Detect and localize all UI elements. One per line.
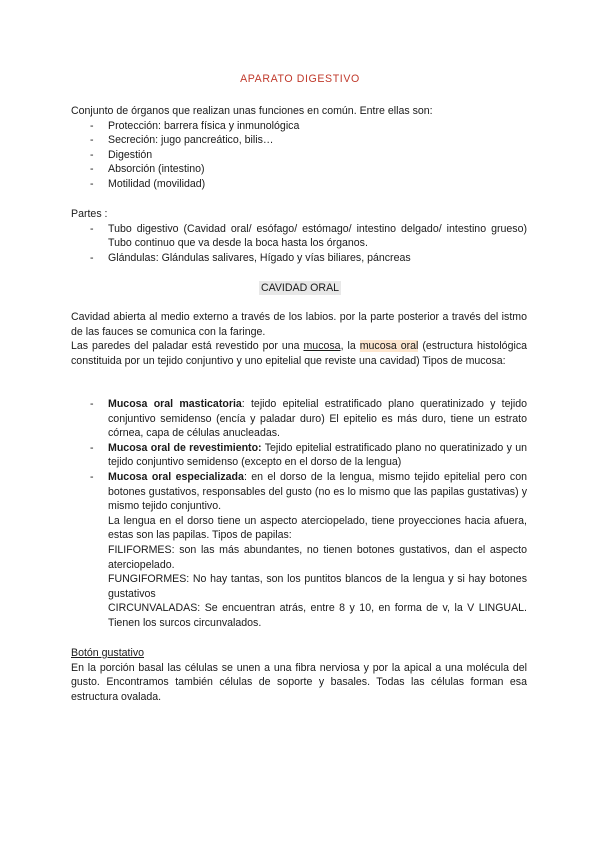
list-item: - Motilidad (movilidad) [71,177,527,192]
mucosa-types-list [71,397,527,514]
intro-section [71,104,527,192]
mucosa-term: mucosa [303,340,341,353]
papila-item: CIRCUNVALADAS: Se encuentran atrás, entre 8 y 10, en forma de v, la V LINGUAL. Tienen los surcos circunvalados. [108,602,527,629]
list-item: - Digestión [71,148,527,163]
parts-label: Partes : [71,208,108,220]
cavity-paragraph-1: Cavidad abierta al medio externo a través de los labios. por la parte posterior a través del istmo de las fauces se comunica con la faringe. [71,311,527,338]
tongue-block [71,514,527,631]
intro-text: Conjunto de órganos que realizan unas funciones en común. Entre ellas son: [71,105,433,117]
tongue-paragraph: La lengua en el dorso tiene un aspecto aterciopelado, tiene proyecciones hacia afuera, estas son las papilas. Tipos de papilas: [108,514,527,542]
mucosa-oral-highlight: mucosa oral [359,340,419,353]
papila-item: FUNGIFORMES: No hay tantas, son los puntitos blancos de la lengua y si hay botones gustativos [108,573,527,600]
list-item: - Tubo digestivo (Cavidad oral/ esófago/ estómago/ intestino delgado/ intestino grueso) Tubo continuo que va desde la boca hasta los órganos. [71,222,527,251]
list-item: - Absorción (intestino) [71,162,527,177]
list-item: - Mucosa oral masticatoria: tejido epitelial estratificado plano queratinizado y tejido conjuntivo semidenso (encía y paladar duro) El epitelio es más duro, tiene un estrato córnea, capa de células anucleadas. [71,397,527,441]
boton-text: En la porción basal las células se unen a una fibra nerviosa y por la apical a una molécula del gusto. Encontramos también células de soporte y basales. Todas las células forman esa estructura ovalada. [71,661,527,703]
boton-section [71,646,527,704]
mucosa-types-section [71,397,527,631]
boton-heading: Botón gustativo [71,647,145,659]
cavity-paragraph-2: Las paredes del paladar está revestido por una mucosa, la mucosa oral (estructura histológica constituida por un tejido conjuntivo y uno epitelial que reviste una cavidad) Tipos de mucosa: [71,340,528,367]
parts-list [71,222,527,266]
section-heading-cavidad-oral [0,281,600,296]
list-item: - Mucosa oral de revestimiento: Tejido epitelial estratificado plano no queratinizado y un tejido conjuntivo semidenso (excepto en el dorso de la lengua) [71,441,527,470]
cavity-section [71,310,527,368]
parts-section [71,207,527,265]
list-item: - Secreción: jugo pancreático, bilis… [71,133,527,148]
list-item: - Protección: barrera física y inmunológica [71,119,527,134]
papila-item: FILIFORMES: son las más abundantes, no tienen botones gustativos, dan el aspecto aterciopelado. [108,543,527,571]
page-title: APARATO DIGESTIVO [240,73,360,85]
list-item: - Glándulas: Glándulas salivares, Hígado y vías biliares, páncreas [71,251,527,266]
list-item: - Mucosa oral especializada: en el dorso de la lengua, mismo tejido epitelial pero con botones gustativos, responsables del gusto (no es lo mismo que las papilas gustativas) y mismo tejido conjuntivo. [71,470,527,514]
functions-list [71,119,527,192]
section-heading-text: CAVIDAD ORAL [260,282,340,294]
